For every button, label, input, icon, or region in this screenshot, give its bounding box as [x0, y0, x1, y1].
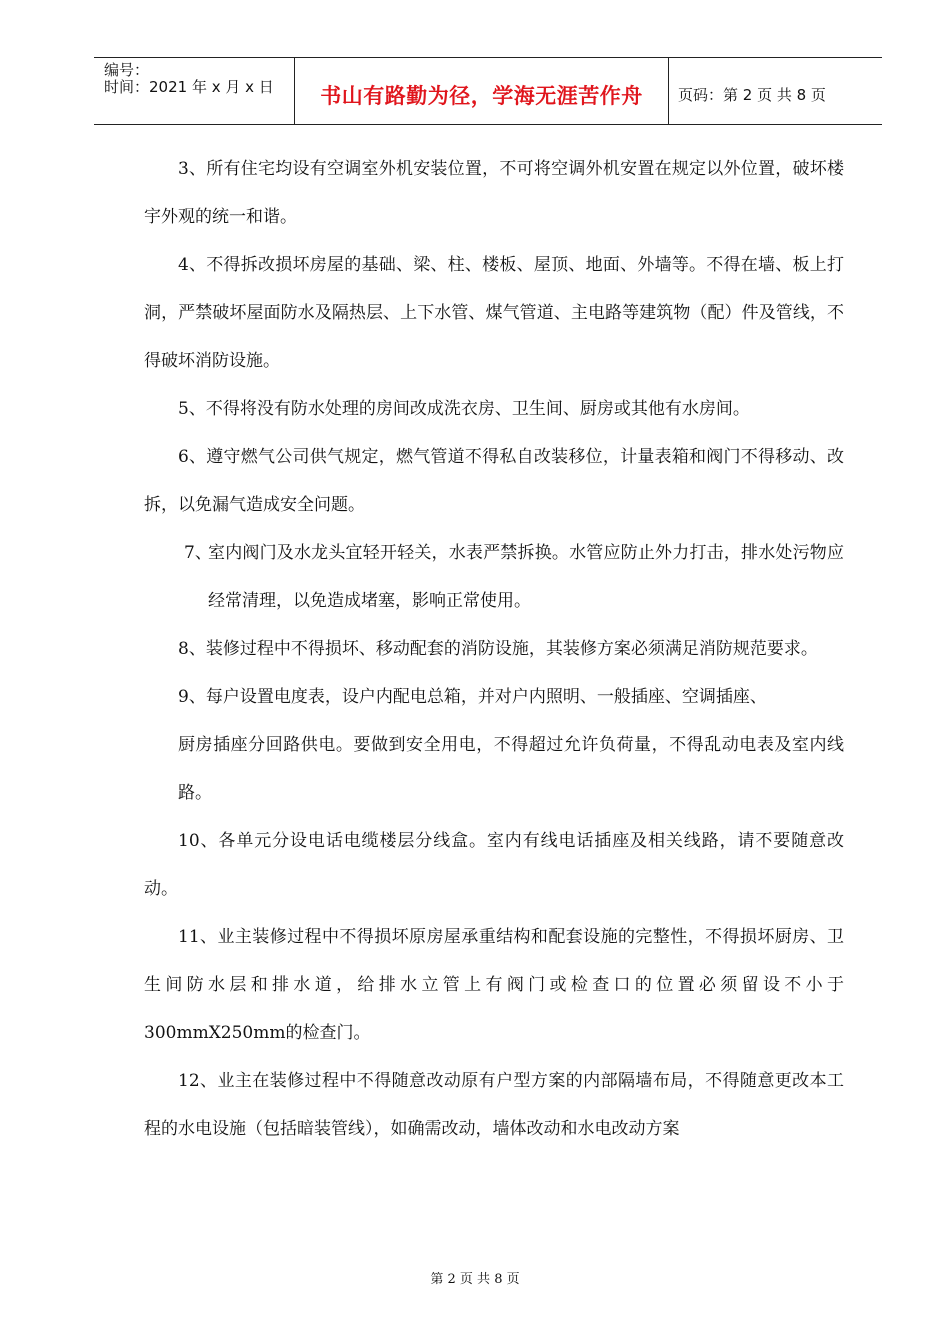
header-divider-right: [668, 58, 669, 124]
time-label: 时间：2021 年 x 月 x 日: [104, 78, 274, 96]
paragraph-4: 4、不得拆改损坏房屋的基础、梁、柱、楼板、屋顶、地面、外墙等。不得在墙、板上打洞，严禁破坏屋面防水及隔热层、上下水管、煤气管道、主电路等建筑物（配）件及管线，不得破坏消防设施。: [144, 255, 844, 371]
paragraph-3: 3、所有住宅均设有空调室外机安装位置，不可将空调外机安置在规定以外位置，破坏楼宇外观的统一和谐。: [144, 159, 844, 227]
header-meta: [104, 62, 274, 96]
paragraph-6: 6、遵守燃气公司供气规定，燃气管道不得私自改装移位，计量表箱和阀门不得移动、改拆，以免漏气造成安全问题。: [144, 447, 844, 515]
number-label: 编号：: [104, 61, 150, 79]
paragraph-12: 12、业主在装修过程中不得随意改动原有户型方案的内部隔墙布局，不得随意更改本工程的水电设施（包括暗装管线），如确需改动，墙体改动和水电改动方案: [144, 1071, 844, 1139]
paragraph-11: 11、业主装修过程中不得损坏原房屋承重结构和配套设施的完整性，不得损坏厨房、卫生间防水层和排水道，给排水立管上有阀门或检查口的位置必须留设不小于 300mmX250mm的检查门。: [144, 927, 844, 1043]
paragraph-10: 10、各单元分设电话电缆楼层分线盒。室内有线电话插座及相关线路，请不要随意改动。: [144, 831, 844, 899]
page-footer: 第 2 页 共 8 页: [430, 1272, 520, 1287]
paragraph-9-continuation: 厨房插座分回路供电。要做到安全用电，不得超过允许负荷量，不得乱动电表及室内线路。: [178, 735, 844, 803]
document-body: [144, 145, 844, 1153]
page-header: [94, 57, 882, 125]
paragraph-7-text: 室内阀门及水龙头宜轻开轻关，水表严禁拆换。水管应防止外力打击，排水处污物应经常清理，以免造成堵塞，影响正常使用。: [208, 543, 844, 611]
paragraph-8: 8、装修过程中不得损坏、移动配套的消防设施，其装修方案必须满足消防规范要求。: [178, 639, 818, 659]
paragraph-7-number: 7、: [184, 543, 212, 563]
paragraph-5: 5、不得将没有防水处理的房间改成洗衣房、卫生间、厨房或其他有水房间。: [178, 399, 750, 419]
paragraph-7: [144, 529, 844, 625]
header-motto: 书山有路勤为径，学海无涯苦作舟: [320, 84, 643, 108]
header-page-info: 页码：第 2 页 共 8 页: [678, 86, 826, 104]
paragraph-9-first-line: 9、每户设置电度表，设户内配电总箱，并对户内照明、一般插座、空调插座、: [178, 687, 767, 707]
